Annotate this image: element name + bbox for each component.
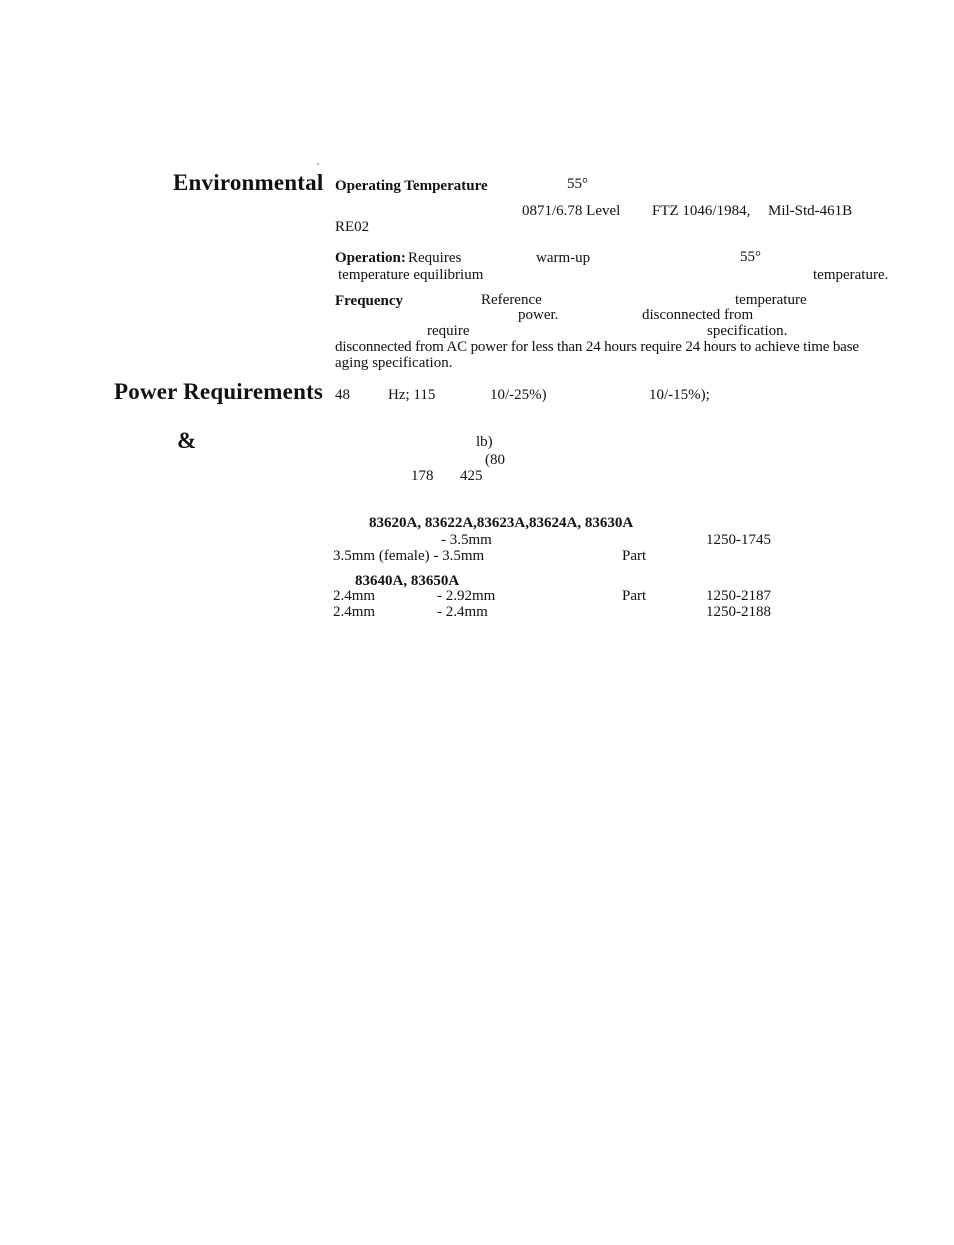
power-tolerance-2: 10/-15%); (649, 387, 710, 403)
g2-row2-connector: - 2.4mm (437, 604, 488, 620)
g2-row1-part-number: 1250-2187 (706, 588, 771, 604)
adapter-group-2-models: 83640A, 83650A (355, 573, 460, 589)
heading-power-requirements: Power Requirements (114, 379, 324, 404)
weight-lb: lb) (476, 434, 493, 450)
operation-label: Operation: (335, 250, 406, 266)
dimension-178: 178 (411, 468, 434, 484)
frequency-reference: Reference (481, 292, 542, 308)
operation-warmup: warm-up (536, 250, 591, 266)
heading-environmental: Environmental (173, 170, 324, 195)
operation-temperature-end: temperature. (813, 267, 889, 283)
dimension-425: 425 (460, 468, 483, 484)
g1-row2-part-label: Part (622, 548, 647, 564)
g2-row1-left: 2.4mm (333, 588, 376, 604)
power-tolerance-1: 10/-25%) (490, 387, 547, 403)
g1-row1-part-number: 1250-1745 (706, 532, 771, 548)
g1-row1-connector: - 3.5mm (441, 532, 492, 548)
frequency-power: power. (518, 307, 559, 323)
frequency-label: Frequency (335, 293, 404, 309)
emc-standard-ftz: FTZ 1046/1984, (652, 203, 751, 219)
power-value-48: 48 (335, 387, 350, 403)
frequency-require: require (427, 323, 470, 339)
operating-temperature-label: Operating Temperature (335, 178, 488, 194)
frequency-temperature: temperature (735, 292, 807, 308)
tick-mark: ˙ (316, 160, 320, 174)
emc-standard-re02: RE02 (335, 219, 370, 235)
aging-text-line-2: aging specification. (335, 355, 453, 371)
power-hz-115: Hz; 115 (388, 387, 436, 403)
weight-paren-80: (80 (485, 452, 505, 468)
temperature-value: 55° (567, 176, 588, 192)
g1-row2-connector: 3.5mm (female) - 3.5mm (333, 548, 485, 564)
frequency-specification: specification. (707, 323, 788, 339)
heading-ampersand: & (177, 428, 197, 453)
g2-row2-left: 2.4mm (333, 604, 376, 620)
emc-standard-vde: 0871/6.78 Level (522, 203, 621, 219)
aging-text-line-1: disconnected from AC power for less than 24 hours require 24 hours to achieve time base (335, 339, 859, 355)
g2-row1-connector: - 2.92mm (437, 588, 496, 604)
g2-row2-part-number: 1250-2188 (706, 604, 771, 620)
operation-temp: 55° (740, 249, 761, 265)
operation-equilibrium: temperature equilibrium (338, 267, 484, 283)
g2-row1-part-label: Part (622, 588, 647, 604)
adapter-group-1-models: 83620A, 83622A,83623A,83624A, 83630A (369, 515, 634, 531)
frequency-disconnected: disconnected from (642, 307, 754, 323)
emc-standard-mil: Mil-Std-461B (768, 203, 853, 219)
operation-requires: Requires (408, 250, 462, 266)
